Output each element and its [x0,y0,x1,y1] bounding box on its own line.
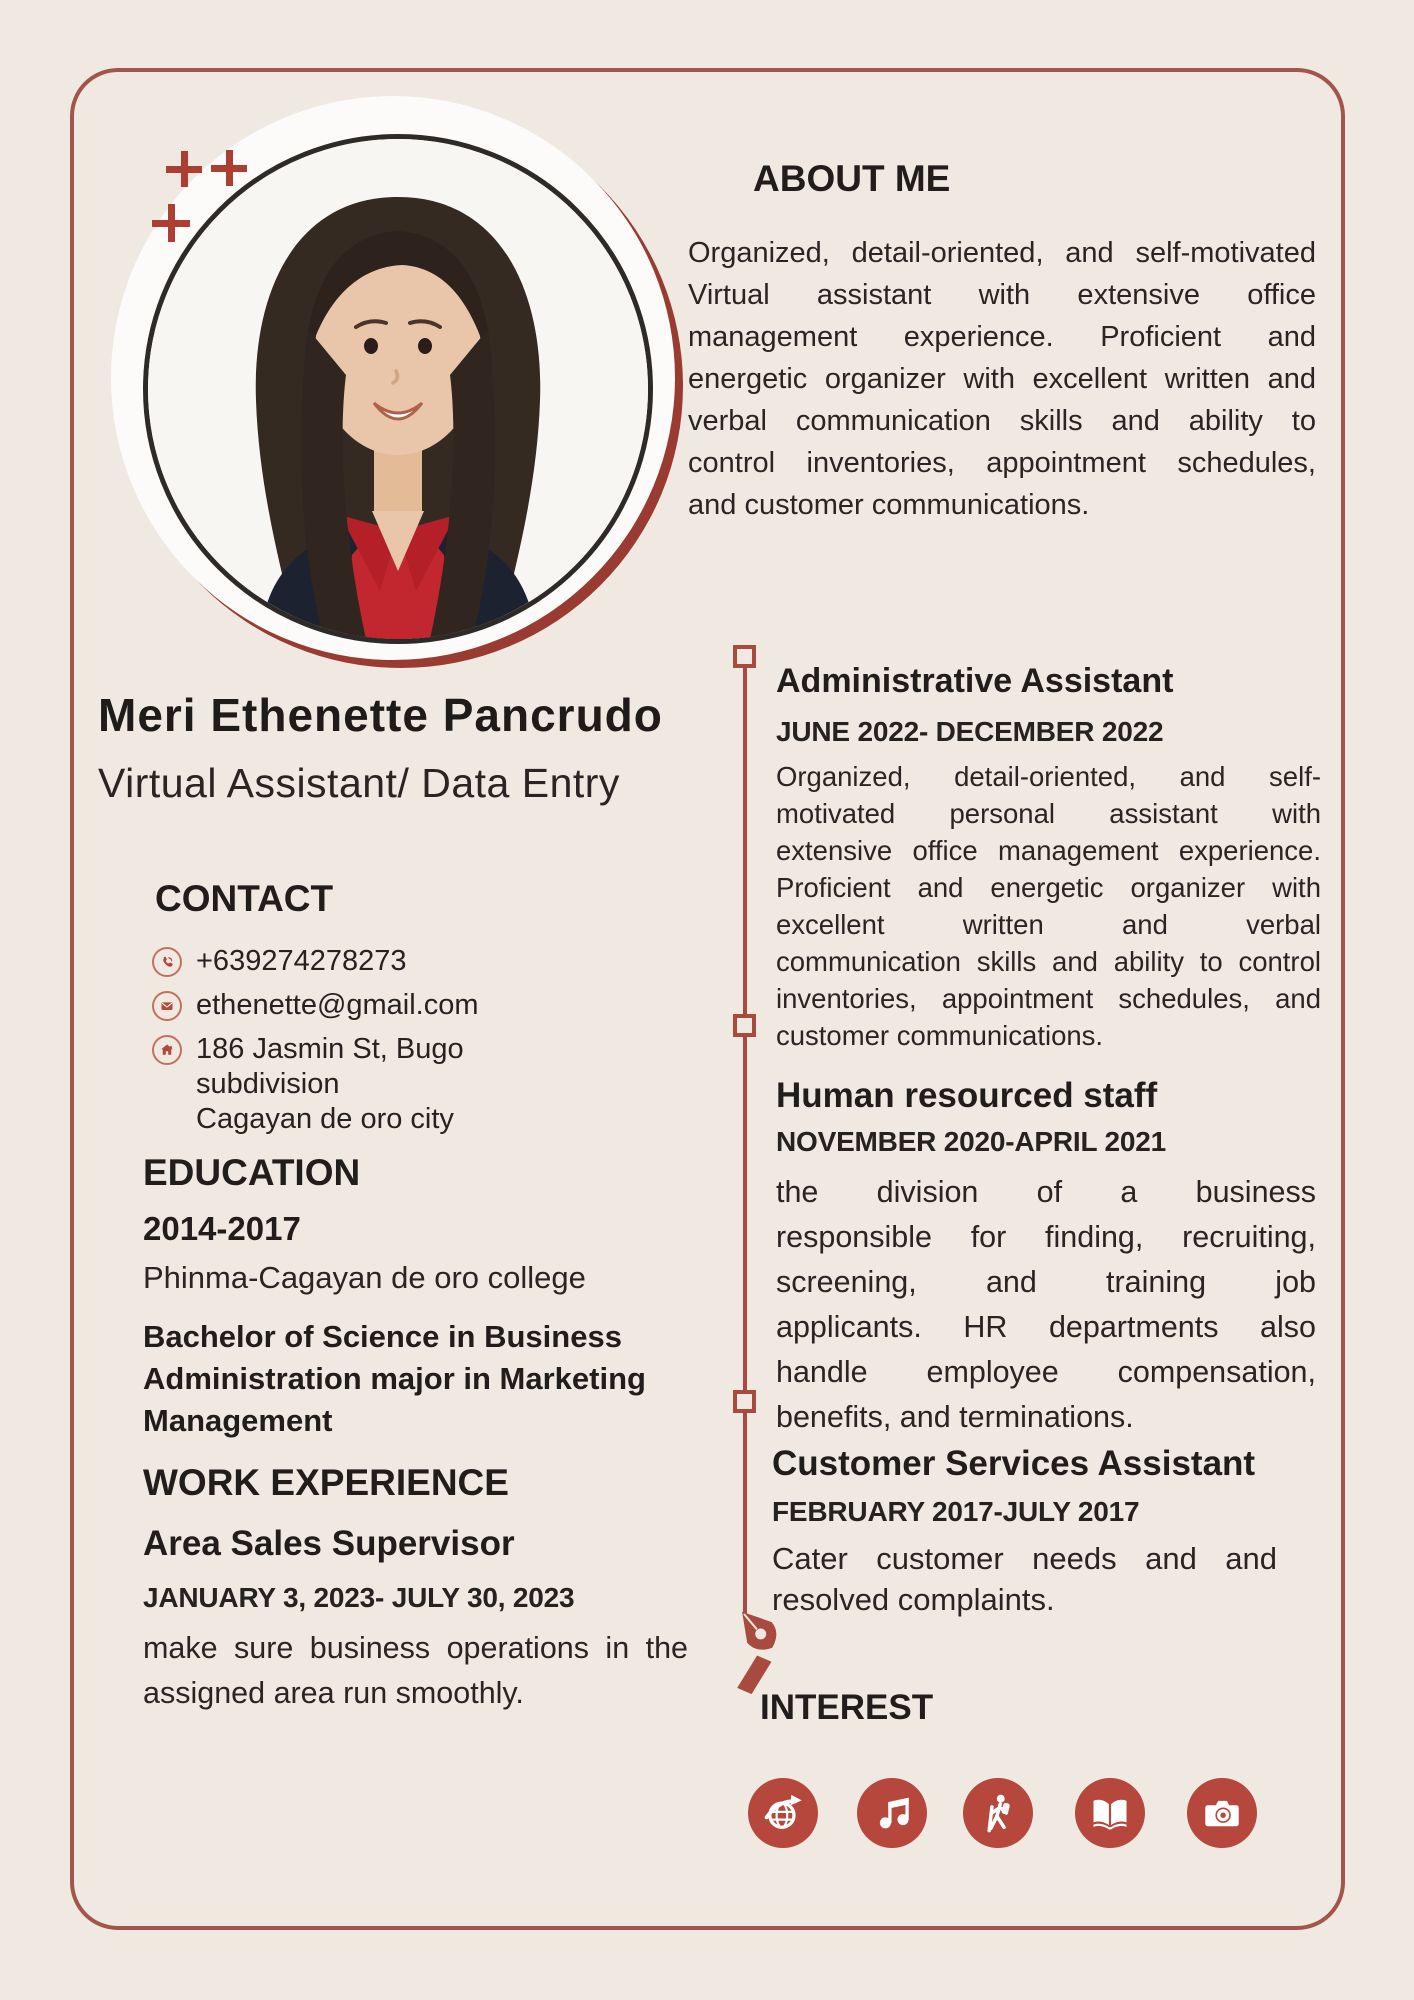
contact-email: ethenette@gmail.com [196,989,479,1021]
education-years: 2014-2017 [143,1210,301,1247]
timeline-marker [733,645,756,668]
plus-decoration-icon [152,204,190,242]
email-icon [152,991,182,1021]
timeline-job-description: Organized, detail-oriented, and self- motivated personal assistant with extensive office management experience. Proficient and energetic organizer with excellent written and verbal communication skills and ability to control inventories, appointment schedules, and customer communications. [776,761,1321,1051]
timeline-marker [733,1390,756,1413]
job-title: Area Sales Supervisor [143,1524,515,1563]
plus-decoration-icon [166,151,202,187]
timeline-job-dates: FEBRUARY 2017-JULY 2017 [772,1496,1140,1527]
travel-globe-icon [748,1778,818,1848]
person-role: Virtual Assistant/ Data Entry [98,760,620,806]
hiker-icon [963,1778,1033,1848]
camera-icon [1187,1778,1257,1848]
open-book-icon [1075,1778,1145,1848]
timeline-job-description: the division of a business responsible for finding, recruiting, screening, and training job applicants. HR departments also handle employee compensation, benefits, and terminations. [776,1175,1316,1434]
contact-phone-row [152,944,612,979]
phone-icon [152,947,182,977]
education-heading: EDUCATION [143,1152,361,1193]
interest-heading: INTEREST [760,1688,934,1727]
job-dates: JANUARY 3, 2023- JULY 30, 2023 [143,1582,575,1613]
timeline-job-title: Customer Services Assistant [772,1444,1256,1483]
timeline-job-dates: NOVEMBER 2020-APRIL 2021 [776,1126,1166,1157]
contact-email-row [152,988,612,1023]
profile-photo [143,134,653,644]
about-text: Organized, detail-oriented, and self-motivated Virtual assistant with extensive office management experience. Proficient and energetic organizer with excellent written and verbal communication skills and ability to control inventories, appointment schedules, and customer communications. [688,237,1316,521]
timeline-job-title: Human resourced staff [776,1076,1158,1115]
job-description: make sure business operations in the assigned area run smoothly. [143,1631,688,1710]
person-name: Meri Ethenette Pancrudo [98,689,663,741]
education-school: Phinma-Cagayan de oro college [143,1260,586,1295]
home-icon [152,1035,182,1065]
work-experience-heading: WORK EXPERIENCE [143,1462,509,1503]
timeline-line [743,657,747,1614]
timeline-job-description: Cater customer needs and and resolved complaints. [772,1541,1277,1617]
contact-list [152,944,612,1146]
contact-phone: +639274278273 [196,945,407,977]
contact-address: 186 Jasmin St, Bugo subdivision Cagayan de oro city [196,1033,464,1135]
timeline-job-dates: JUNE 2022- DECEMBER 2022 [776,716,1164,747]
music-note-icon [857,1778,927,1848]
timeline-marker [733,1014,756,1037]
about-heading: ABOUT ME [753,158,951,199]
contact-address-row [152,1032,612,1137]
timeline-job-title: Administrative Assistant [776,662,1174,700]
portrait-illustration [148,139,648,639]
contact-heading: CONTACT [155,878,334,919]
education-degree: Bachelor of Science in Business Administration major in Marketing Management [143,1319,646,1438]
plus-decoration-icon [211,150,247,186]
